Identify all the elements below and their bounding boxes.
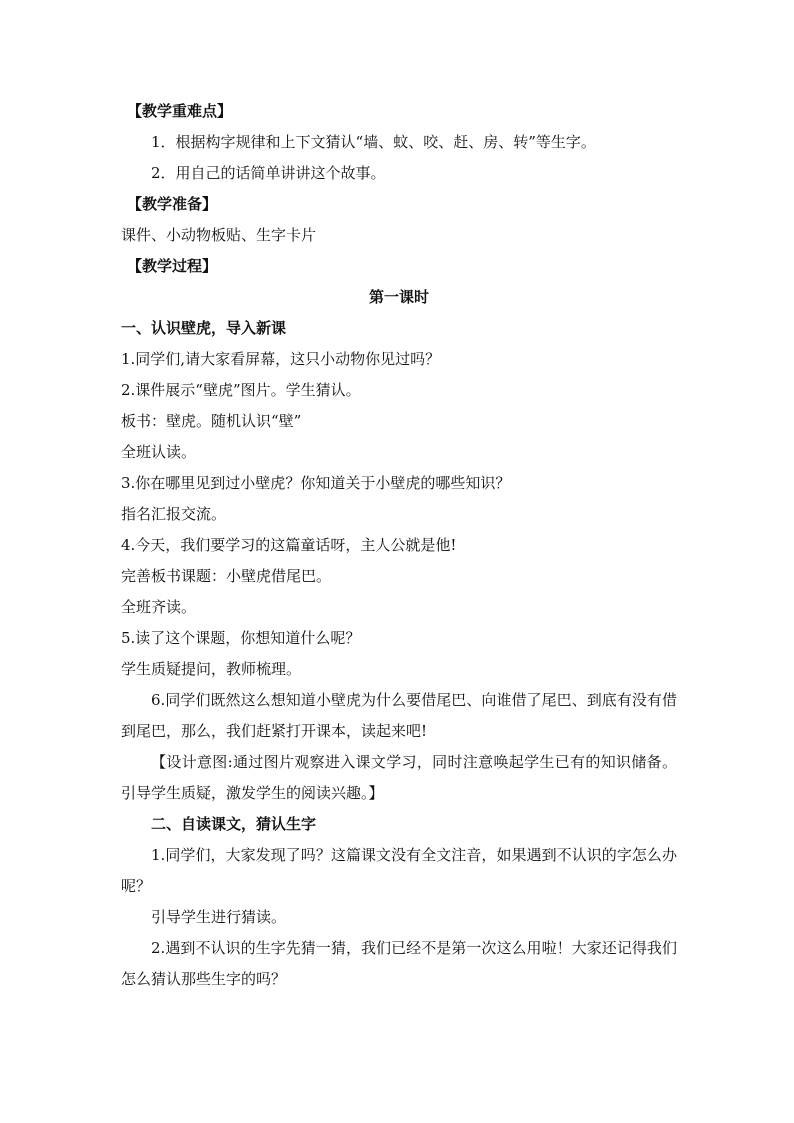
paragraph: 指名汇报交流。 [121,505,227,523]
key-point-2: 2．用自己的话简单讲讲这个故事。 [151,164,386,182]
paragraph: 3.你在哪里见到过小壁虎？你知道关于小壁虎的哪些知识？ [121,474,511,492]
prep-text: 课件、小动物板贴、生字卡片 [121,226,317,244]
paragraph: 2.课件展示“壁虎”图片。学生猜认。 [121,381,361,399]
paragraph: 全班认读。 [121,443,197,461]
paragraph: 完善板书课题：小壁虎借尾巴。 [121,567,332,585]
part1-heading: 一、认识壁虎，导入新课 [121,319,287,337]
design-intent-note: 【设计意图:通过图片观察进入课文学习，同时注意唤起学生已有的知识储备。引导学生质疑，激发学生的阅读兴趣。】 [121,753,677,802]
paragraph: 全班齐读。 [121,598,197,616]
paragraph-wrapped: 2.遇到不认识的生字先猜一猜，我们已经不是第一次这么用啦！大家还记得我们怎么猜认那些生字的吗？ [121,939,677,988]
key-point-1: 1．根据构字规律和上下文猜认“墙、蚊、咬、赶、房、转”等生字。 [151,133,596,151]
process-heading: 【教学过程】 [127,257,218,275]
part2-heading: 二、自读课文，猜认生字 [151,815,317,833]
key-points-heading: 【教学重难点】 [127,102,233,120]
paragraph-wrapped: 6.同学们既然这么想知道小壁虎为什么要借尾巴、向谁借了尾巴、到底有没有借到尾巴，那么，我们赶紧打开课本，读起来吧! [121,691,677,740]
document-page [121,96,677,995]
paragraph: 板书：壁虎。随机认识“壁” [121,412,302,430]
paragraph: 引导学生进行猜读。 [151,908,287,926]
paragraph: 学生质疑提问，教师梳理。 [121,660,302,678]
paragraph: 4.今天，我们要学习的这篇童话呀，主人公就是他! [121,536,457,554]
prep-heading: 【教学准备】 [127,195,218,213]
paragraph: 5.读了这个课题，你想知道什么呢？ [121,629,361,647]
lesson-title: 第一课时 [368,288,429,306]
paragraph: 1.同学们,请大家看屏幕，这只小动物你见过吗？ [121,350,441,368]
paragraph-wrapped: 1.同学们，大家发现了吗？这篇课文没有全文注音，如果遇到不认识的字怎么办呢？ [121,846,677,895]
